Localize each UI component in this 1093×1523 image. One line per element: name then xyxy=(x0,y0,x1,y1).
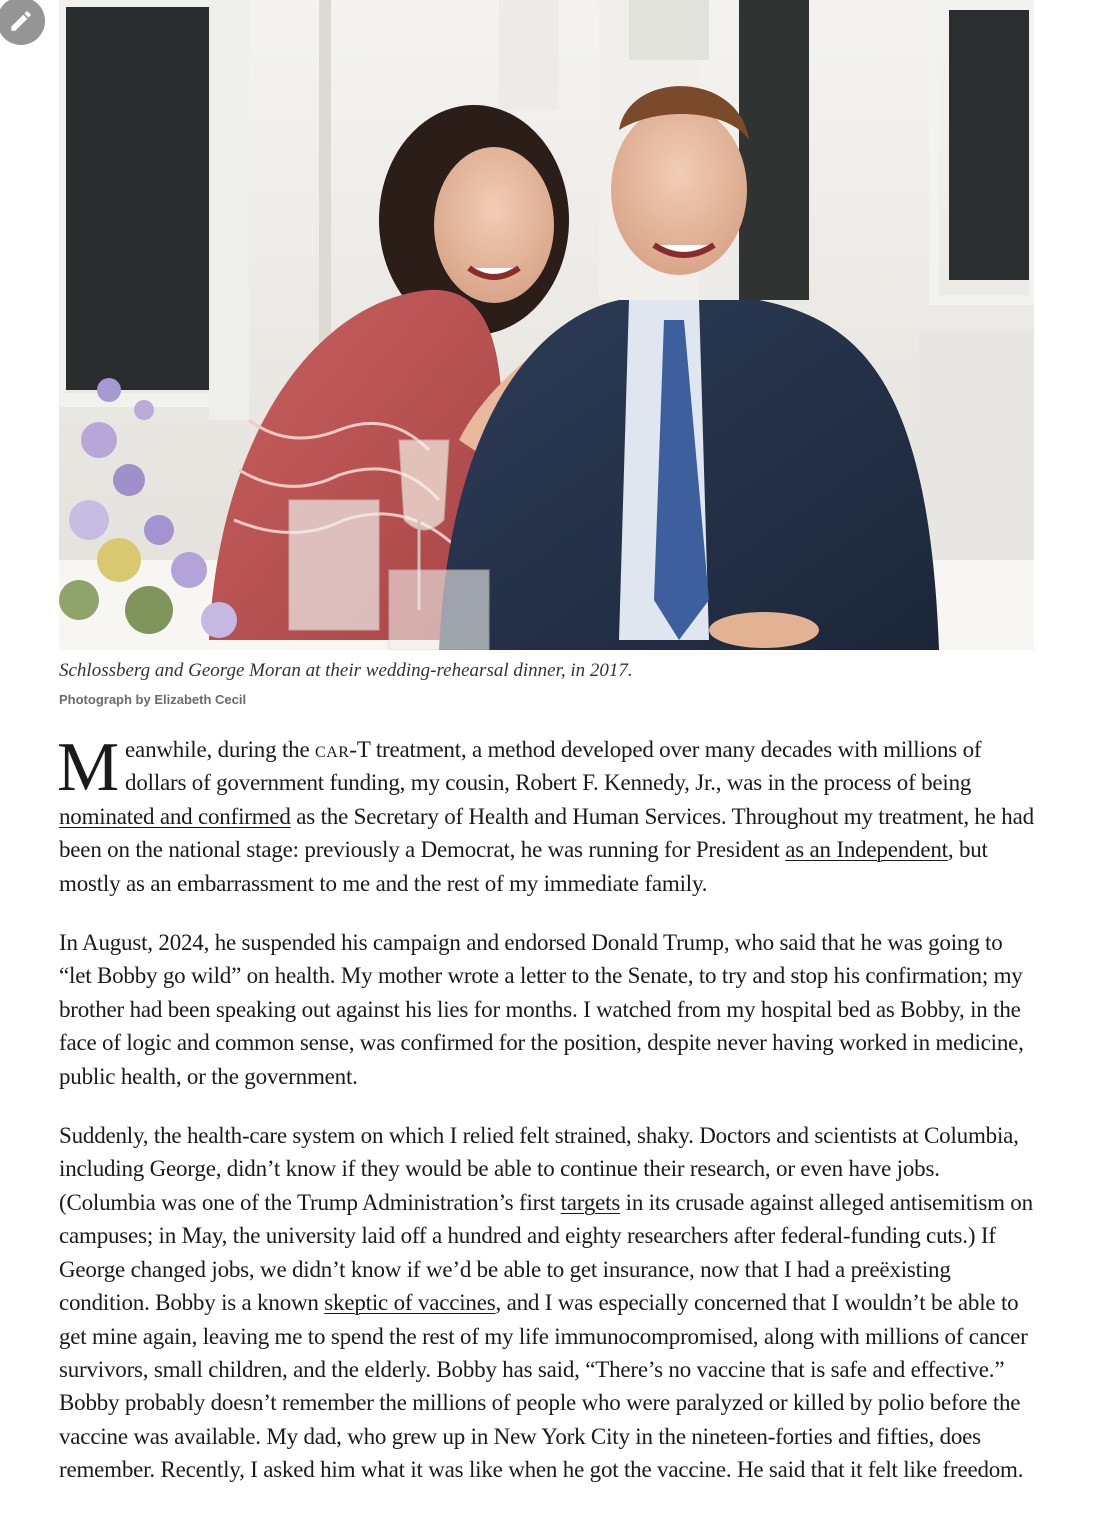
link-targets[interactable]: targets xyxy=(560,1189,621,1215)
drop-cap: M xyxy=(57,729,120,806)
paragraph-1-text-d: , but mostly as an embarrassment to me and the rest of my immediate family. xyxy=(59,837,988,896)
link-skeptic-of-vaccines[interactable]: skeptic of vaccines xyxy=(324,1290,496,1316)
article-body xyxy=(57,729,1034,1513)
paragraph-3-text-a: Suddenly, the health-care system on which I relied felt strained, shaky. Doctors and scientists at Columbia, including George, didn’t know if they would be able to continue their research, or even have jobs. (Columbia was one of the Trump Administration’s first xyxy=(59,1123,1019,1215)
paragraph-3-text-c: , and I was especially concerned that I wouldn’t be able to get mine again, leaving me to spend the rest of my life immunocompromised, along with millions of cancer survivors, small children, and the elderly. Bobby has said, “There’s no vaccine that is safe and effective.” Bobby probably doesn’t remember the millions of people who were paralyzed or killed by polio before the vaccine was available. My dad, who grew up in New York City in the nineteen-forties and fifties, does remember. Recently, I asked him what it was like when he got the vaccine. He said that it felt like freedom. xyxy=(59,1290,1028,1483)
paragraph-1-text-c: as the Secretary of Health and Human Services. Throughout my treatment, he had been on the national stage: previously a Democrat, he was running for President xyxy=(59,803,1034,863)
paragraph-3-text-b: in its crusade against alleged antisemitism on campuses; in May, the university laid off a hundred and eighty researchers after federal-funding cuts.) If George changed jobs, we didn’t know if we’d be able to get insurance, now that I had a preëxisting condition. Bobby is a known xyxy=(59,1189,1033,1316)
link-nominated-and-confirmed[interactable]: nominated and confirmed xyxy=(59,803,291,829)
paragraph-1 xyxy=(57,729,1034,900)
photo-illustration xyxy=(59,0,1034,650)
link-as-an-independent[interactable]: as an Independent xyxy=(785,837,948,863)
pencil-icon xyxy=(8,8,34,34)
paragraph-3 xyxy=(59,1119,1034,1486)
small-caps-abbrev: car xyxy=(315,737,350,762)
edit-button[interactable] xyxy=(0,0,45,45)
paragraph-1-text-b: -T treatment, a method developed over many decades with millions of dollars of government funding, my cousin, Robert F. Kennedy, Jr., was in the process of being xyxy=(125,737,982,796)
paragraph-2: In August, 2024, he suspended his campaign and endorsed Donald Trump, who said that he was going to “let Bobby go wild” on health. My mother wrote a letter to the Senate, to try and stop his confirmation; my brother had been speaking out against his lies for months. I watched from my hospital bed as Bobby, in the face of logic and common sense, was confirmed for the position, despite never having worked in medicine, public health, or the government. xyxy=(59,930,1024,1089)
article-photo xyxy=(59,0,1034,650)
photo-caption: Schlossberg and George Moran at their wedding-rehearsal dinner, in 2017. xyxy=(59,660,633,681)
paragraph-1-text-a: eanwhile, during the xyxy=(125,737,316,762)
photo-credit: Photograph by Elizabeth Cecil xyxy=(59,692,247,707)
